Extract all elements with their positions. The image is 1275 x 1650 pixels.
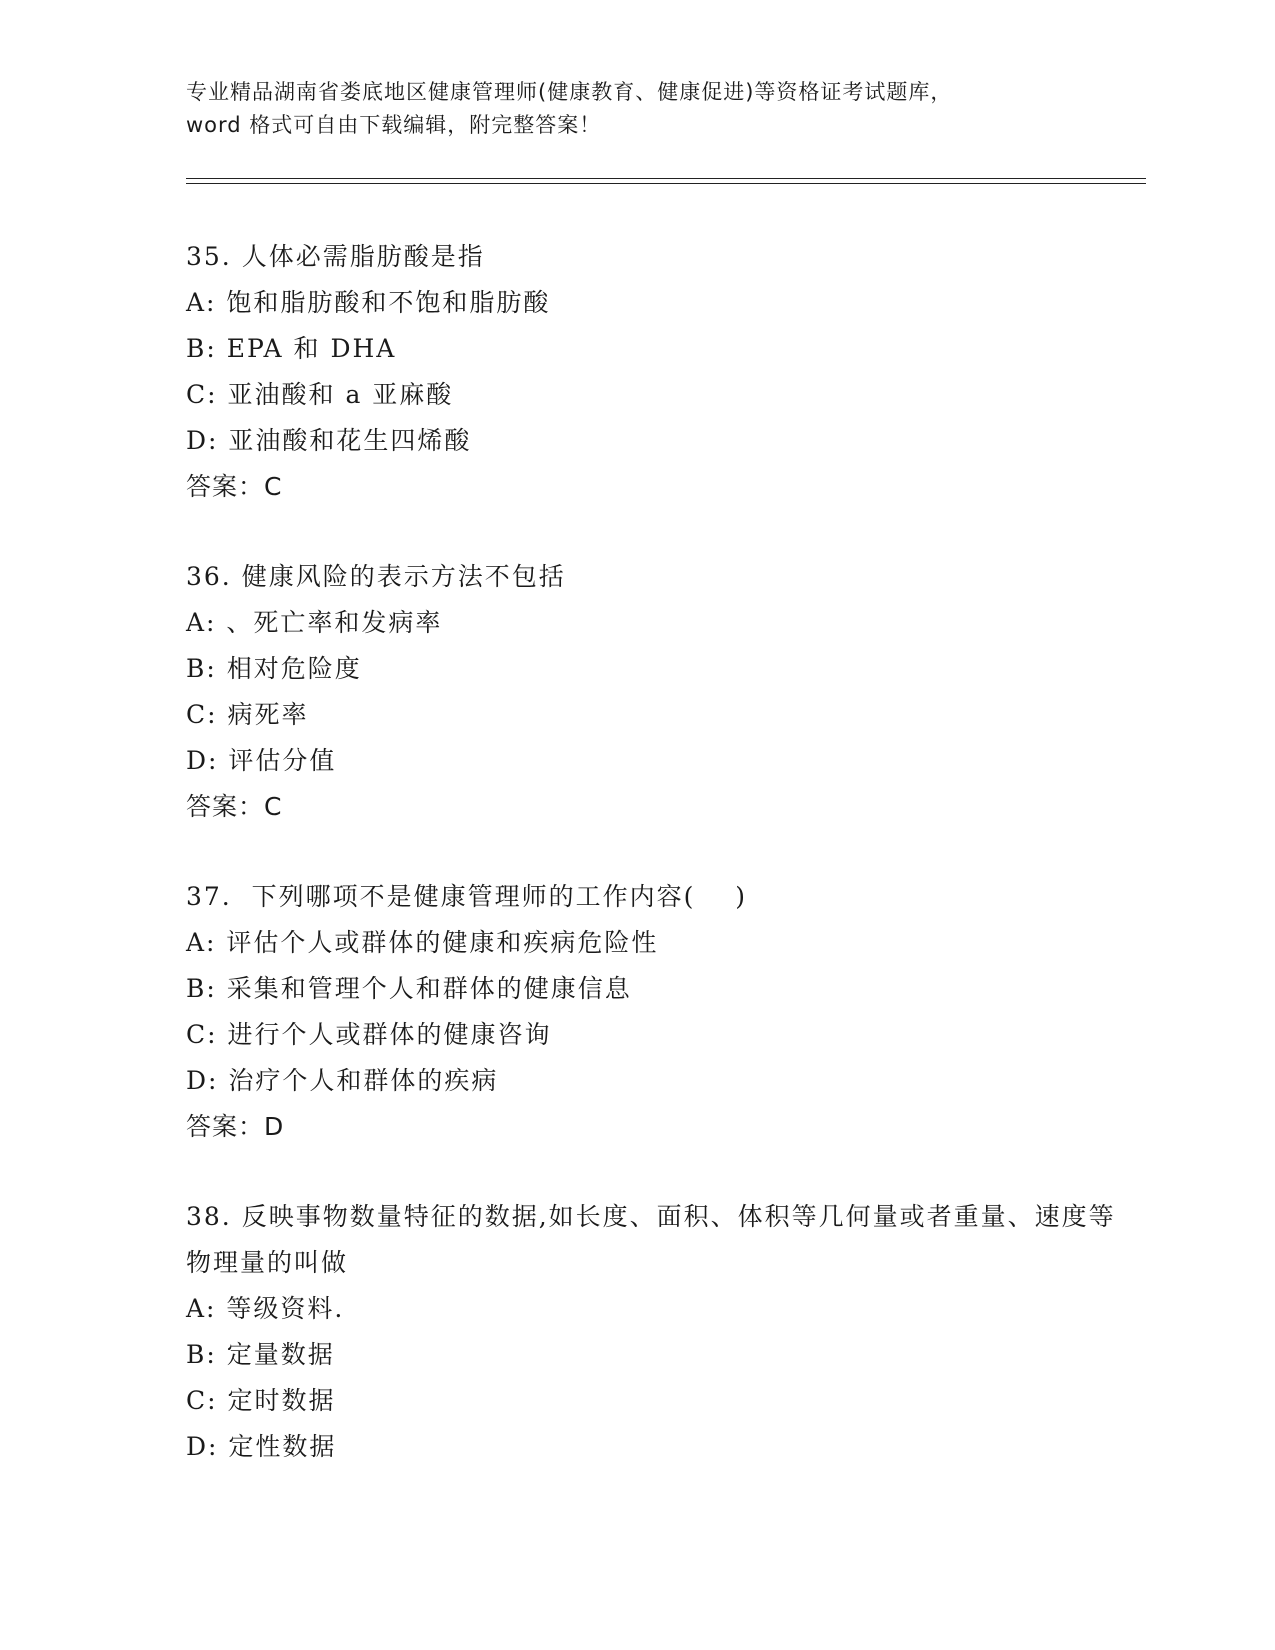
option-a: A: 等级资料. bbox=[186, 1294, 345, 1323]
option-d: D: 亚油酸和花生四烯酸 bbox=[186, 426, 472, 455]
answer: 答案：C bbox=[186, 472, 283, 501]
question-text: 36. 健康风险的表示方法不包括 bbox=[186, 562, 566, 591]
question-text: 38. 反映事物数量特征的数据,如长度、面积、体积等几何量或者重量、速度等物理量的叫做 bbox=[186, 1202, 1116, 1277]
header-divider-top bbox=[186, 178, 1146, 179]
option-b: B: EPA 和 DHA bbox=[186, 334, 397, 363]
question-list bbox=[186, 234, 1116, 1514]
question-text: 35. 人体必需脂肪酸是指 bbox=[186, 242, 485, 271]
option-b: B: 定量数据 bbox=[186, 1340, 335, 1369]
document-header bbox=[186, 76, 1146, 142]
header-divider-bottom bbox=[186, 183, 1146, 184]
option-d: D: 治疗个人和群体的疾病 bbox=[186, 1066, 499, 1095]
option-a: A: 饱和脂肪酸和不饱和脂肪酸 bbox=[186, 288, 551, 317]
option-b: B: 采集和管理个人和群体的健康信息 bbox=[186, 974, 632, 1003]
option-c: C: 进行个人或群体的健康咨询 bbox=[186, 1020, 552, 1049]
question-38 bbox=[186, 1194, 1116, 1470]
question-35 bbox=[186, 234, 1116, 510]
option-a: A: 、死亡率和发病率 bbox=[186, 608, 443, 637]
question-37 bbox=[186, 874, 1116, 1150]
option-c: C: 亚油酸和 a 亚麻酸 bbox=[186, 380, 454, 409]
option-a: A: 评估个人或群体的健康和疾病危险性 bbox=[186, 928, 659, 957]
option-b: B: 相对危险度 bbox=[186, 654, 362, 683]
header-line-1: 专业精品湖南省娄底地区健康管理师(健康教育、健康促进)等资格证考试题库， bbox=[186, 80, 953, 104]
answer: 答案：C bbox=[186, 792, 283, 821]
header-line-2: word 格式可自由下载编辑，附完整答案！ bbox=[186, 113, 602, 137]
question-36 bbox=[186, 554, 1116, 830]
answer: 答案：D bbox=[186, 1112, 285, 1141]
option-c: C: 定时数据 bbox=[186, 1386, 336, 1415]
question-text: 37. 下列哪项不是健康管理师的工作内容( ) bbox=[186, 882, 747, 911]
option-c: C: 病死率 bbox=[186, 700, 309, 729]
option-d: D: 评估分值 bbox=[186, 746, 337, 775]
option-d: D: 定性数据 bbox=[186, 1432, 337, 1461]
